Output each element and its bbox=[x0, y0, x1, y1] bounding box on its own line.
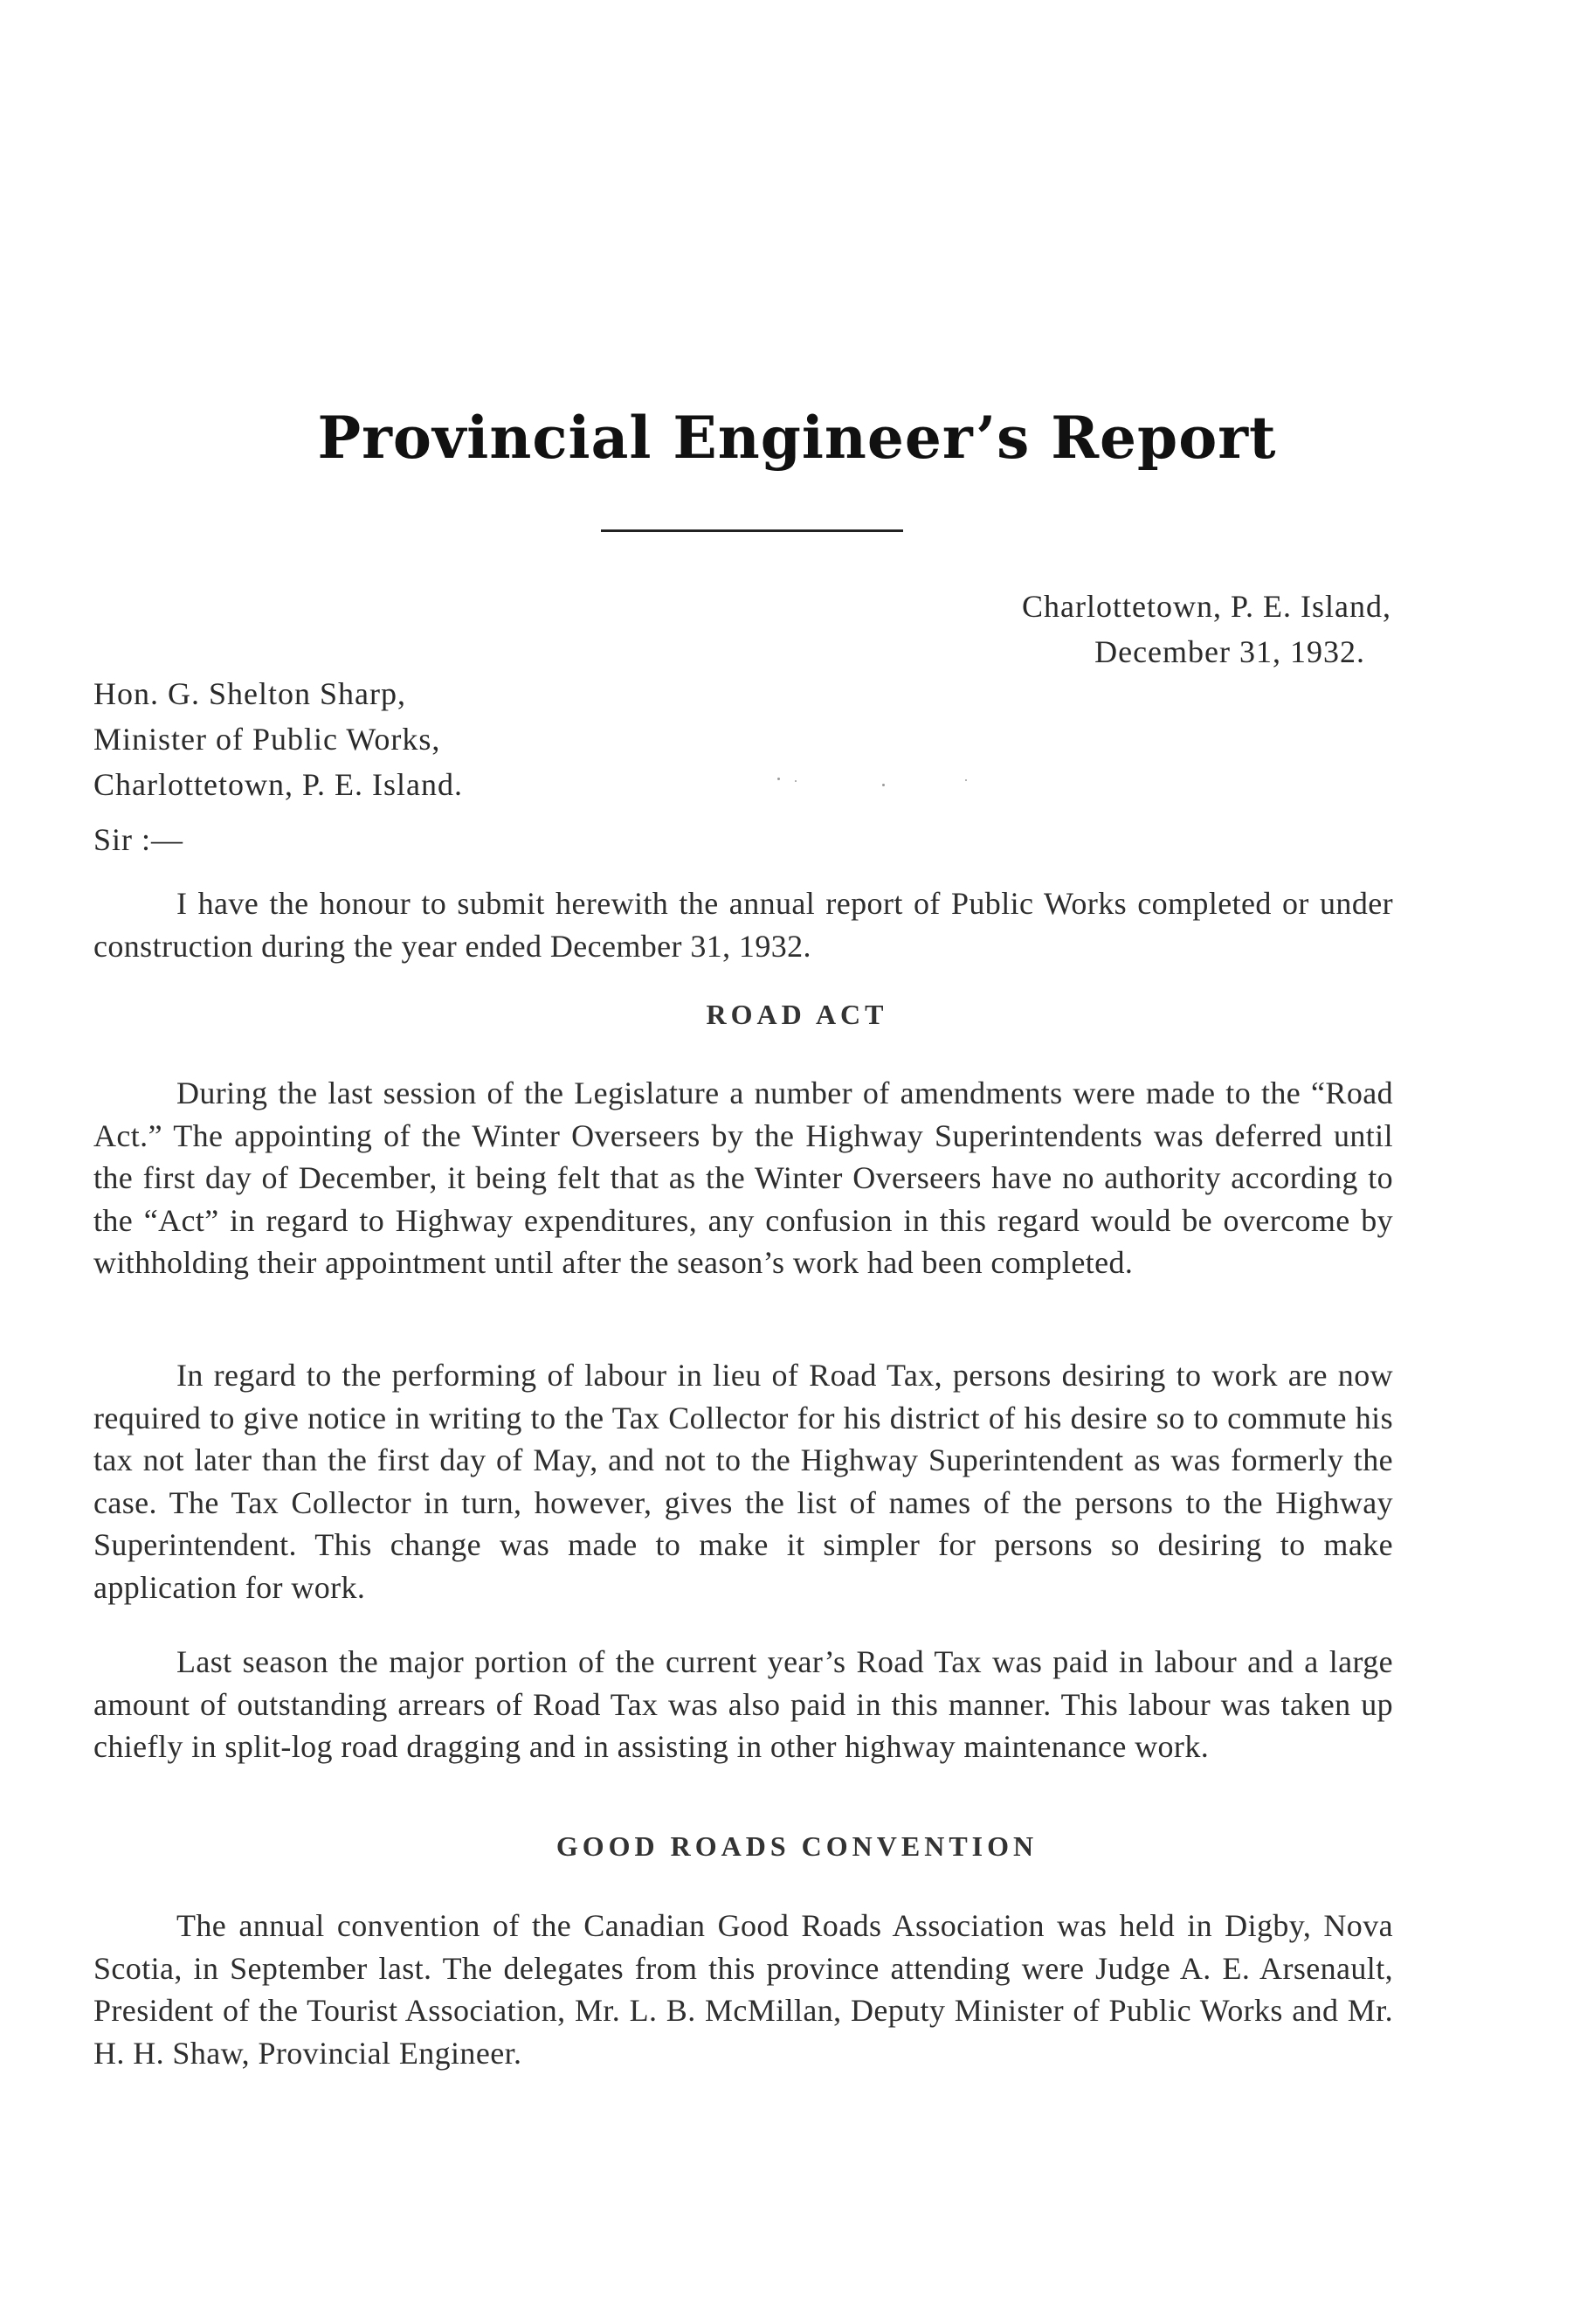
report-title: Provincial Engineer’s Report bbox=[317, 404, 1277, 472]
road-act-paragraph-3: Last season the major portion of the current year’s Road Tax was paid in labour and a large amount of outstanding arrears of Road Tax was also paid in this manner. This labour was taken up chiefly in split-log road dragging and in assisting in other highway maintenance work. bbox=[93, 1644, 1393, 1764]
dateline-place: Charlottetown, P. E. Island, bbox=[1022, 589, 1391, 624]
dateline bbox=[1022, 584, 1391, 674]
scan-speck bbox=[777, 778, 780, 780]
scan-speck bbox=[882, 784, 885, 786]
scan-speck bbox=[965, 779, 967, 781]
convention-paragraph: The annual convention of the Canadian Good Roads Association was held in Digby, Nova Scotia, in September last. The delegates from this province attending were Judge A. E. Arsenault, President of the Tourist Association, Mr. L. B. McMillan, Deputy Minister of Public Works and Mr. H. H. Shaw, Provincial Engineer. bbox=[93, 1908, 1393, 2071]
addressee-position: Minister of Public Works, bbox=[93, 722, 441, 757]
salutation: Sir :— bbox=[93, 822, 184, 857]
scan-speck bbox=[795, 780, 797, 782]
road-act-paragraph-1: During the last session of the Legislature a number of amendments were made to the “Road Act.” The appointing of the Winter Overseers by the Highway Superintendents was deferred until the first day of December, it being felt that as the Winter Overseers have no authority according to the “Act” in regard to Highway expenditures, any confusion in this regard would be overcome by withholding their appointment until after the season’s work had been completed. bbox=[93, 1076, 1393, 1280]
intro-paragraph: I have the honour to submit herewith the annual report of Public Works completed or under construction during the year ended December 31, 1932. bbox=[93, 886, 1393, 964]
section-heading-good-roads-convention: GOOD ROADS CONVENTION bbox=[555, 1830, 1039, 1862]
road-act-paragraph-2: In regard to the performing of labour in lieu of Road Tax, persons desiring to work are now required to give notice in writing to the Tax Collector for his district of his desire so to commute his tax not later than the first day of May, and not to the Highway Superintendent as was formerly the case. The Tax Collector in turn, however, gives the list of names of the persons to the Highway Superintendent. This change was made to make it simpler for persons so desiring to make application for work. bbox=[93, 1358, 1393, 1605]
title-divider bbox=[601, 529, 903, 532]
addressee-city: Charlottetown, P. E. Island. bbox=[93, 767, 463, 802]
addressee-block bbox=[93, 671, 463, 807]
section-heading-road-act: ROAD ACT bbox=[706, 999, 888, 1030]
dateline-date: December 31, 1932. bbox=[1094, 634, 1365, 669]
addressee-name: Hon. G. Shelton Sharp, bbox=[93, 676, 406, 711]
